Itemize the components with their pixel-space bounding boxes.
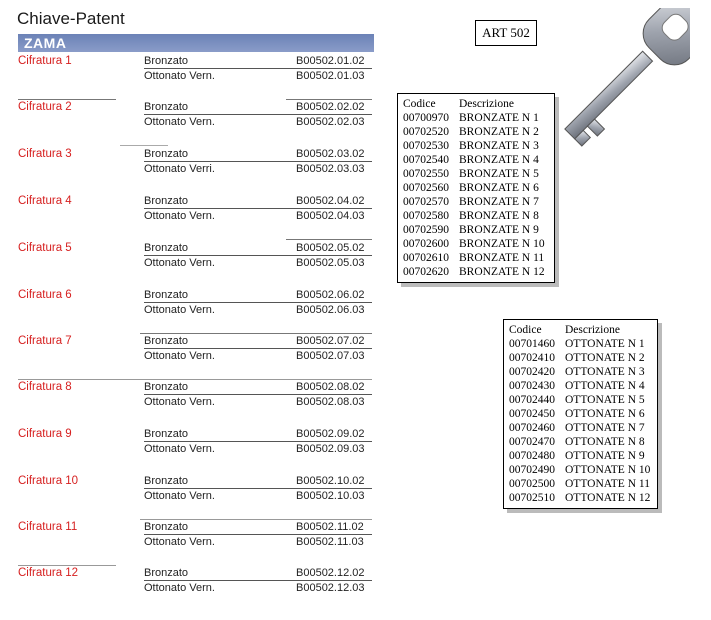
table-row (509, 435, 652, 449)
variant-code: B00502.08.02 (296, 381, 365, 393)
cell-descrizione: OTTONATE N 1 (565, 338, 645, 350)
variant-label: Bronzato (144, 475, 189, 487)
variant-label: Ottonato Vern. (144, 304, 215, 316)
cell-descrizione: BRONZATE N 7 (459, 196, 539, 208)
cell-descrizione: BRONZATE N 12 (459, 266, 545, 278)
cell-descrizione: BRONZATE N 6 (459, 182, 539, 194)
cifratura-label: Cifratura 5 (18, 242, 72, 254)
table-row (403, 209, 549, 223)
table-row (509, 393, 652, 407)
table-row (509, 449, 652, 463)
cifratura-group (0, 567, 380, 611)
variant-label: Bronzato (144, 195, 189, 207)
cell-codice: 00702480 (509, 450, 555, 462)
variant-code: B00502.02.03 (296, 116, 365, 128)
cifratura-group (0, 101, 380, 145)
table-row (509, 365, 652, 379)
cell-descrizione: OTTONATE N 4 (565, 380, 645, 392)
cell-codice: 00702470 (509, 436, 555, 448)
cifratura-label: Cifratura 8 (18, 381, 72, 393)
variant-label: Bronzato (144, 148, 189, 160)
divider (144, 208, 372, 209)
table-row (403, 139, 549, 153)
divider (144, 255, 372, 256)
cell-codice: 00702570 (403, 196, 449, 208)
cifratura-group (0, 148, 380, 192)
cell-descrizione: OTTONATE N 10 (565, 464, 651, 476)
cifratura-group (0, 195, 380, 239)
cell-codice: 00702460 (509, 422, 555, 434)
cell-descrizione: BRONZATE N 2 (459, 126, 539, 138)
variant-code: B00502.05.03 (296, 257, 365, 269)
cell-codice: 00702420 (509, 366, 555, 378)
cifratura-group (0, 475, 380, 519)
divider (140, 519, 372, 520)
cell-descrizione: OTTONATE N 9 (565, 450, 645, 462)
cell-descrizione: OTTONATE N 6 (565, 408, 645, 420)
divider (144, 488, 372, 489)
cell-codice: 00702430 (509, 380, 555, 392)
cell-descrizione: BRONZATE N 1 (459, 112, 539, 124)
cell-codice: 00702500 (509, 478, 555, 490)
table-row (403, 237, 549, 251)
cell-codice: 00702520 (403, 126, 449, 138)
cifratura-label: Cifratura 9 (18, 428, 72, 440)
divider (144, 441, 372, 442)
divider (144, 114, 372, 115)
variant-label: Bronzato (144, 55, 189, 67)
cell-descrizione: OTTONATE N 8 (565, 436, 645, 448)
table-row (403, 111, 549, 125)
variant-code: B00502.03.03 (296, 163, 365, 175)
variant-label: Ottonato Vern. (144, 536, 215, 548)
variant-label: Ottonato Verri. (144, 163, 215, 175)
table-row (403, 181, 549, 195)
variant-label: Bronzato (144, 381, 189, 393)
cell-descrizione: OTTONATE N 11 (565, 478, 650, 490)
cifratura-group (0, 55, 380, 99)
variant-code: B00502.08.03 (296, 396, 365, 408)
cell-codice: 00702410 (509, 352, 555, 364)
cell-descrizione: BRONZATE N 9 (459, 224, 539, 236)
variant-label: Bronzato (144, 428, 189, 440)
cell-codice: 00702620 (403, 266, 449, 278)
cell-descrizione: OTTONATE N 3 (565, 366, 645, 378)
variant-label: Ottonato Vern. (144, 210, 215, 222)
divider (144, 394, 372, 395)
variant-label: Bronzato (144, 521, 189, 533)
table-row (403, 223, 549, 237)
divider (144, 161, 372, 162)
variant-code: B00502.10.03 (296, 490, 365, 502)
variant-code: B00502.09.03 (296, 443, 365, 455)
page-title: Chiave-Patent (17, 9, 125, 28)
cell-codice: 00702440 (509, 394, 555, 406)
cell-codice: 00702530 (403, 140, 449, 152)
divider (144, 302, 372, 303)
variant-code: B00502.06.02 (296, 289, 365, 301)
cell-descrizione: OTTONATE N 7 (565, 422, 645, 434)
divider (18, 99, 116, 100)
cell-codice: 00702450 (509, 408, 555, 420)
table-row (509, 379, 652, 393)
cell-codice: 00702510 (509, 492, 555, 504)
variant-label: Ottonato Vern. (144, 490, 215, 502)
table-row (403, 251, 549, 265)
table-row (509, 337, 652, 351)
divider (286, 99, 372, 100)
variant-label: Bronzato (144, 101, 189, 113)
key-icon (550, 8, 690, 168)
divider (144, 534, 372, 535)
cifratura-label: Cifratura 6 (18, 289, 72, 301)
variant-code: B00502.05.02 (296, 242, 365, 254)
cell-descrizione: BRONZATE N 10 (459, 238, 545, 250)
header-codice: Codice (403, 98, 436, 110)
article-box: ART 502 (475, 20, 537, 46)
cell-codice: 00702560 (403, 182, 449, 194)
cell-codice: 00701460 (509, 338, 555, 350)
variant-code: B00502.09.02 (296, 428, 365, 440)
variant-code: B00502.11.02 (296, 521, 364, 533)
table-row (403, 153, 549, 167)
cell-descrizione: BRONZATE N 4 (459, 154, 539, 166)
cifratura-label: Cifratura 12 (18, 567, 79, 579)
cell-codice: 00702610 (403, 252, 449, 264)
cell-descrizione: OTTONATE N 5 (565, 394, 645, 406)
cifratura-label: Cifratura 4 (18, 195, 72, 207)
header-descrizione: Descrizione (459, 98, 514, 110)
table-header (403, 97, 549, 111)
cifratura-label: Cifratura 11 (18, 521, 78, 533)
ottonate-table (503, 319, 658, 509)
cell-codice: 00702540 (403, 154, 449, 166)
cifratura-group (0, 242, 380, 286)
variant-code: B00502.04.03 (296, 210, 365, 222)
section-bar (18, 34, 374, 52)
variant-code: B00502.01.03 (296, 70, 365, 82)
cifratura-group (0, 521, 380, 565)
table-row (509, 407, 652, 421)
variant-code: B00502.01.02 (296, 55, 365, 67)
divider (140, 333, 372, 334)
cifratura-group (0, 428, 380, 472)
cell-codice: 00702550 (403, 168, 449, 180)
variant-code: B00502.04.02 (296, 195, 365, 207)
variant-label: Ottonato Vern. (144, 70, 215, 82)
divider (144, 68, 372, 69)
table-row (509, 477, 652, 491)
table-row (509, 463, 652, 477)
table-row (403, 195, 549, 209)
cifratura-label: Cifratura 3 (18, 148, 72, 160)
cell-descrizione: BRONZATE N 8 (459, 210, 539, 222)
variant-code: B00502.07.03 (296, 350, 365, 362)
cell-descrizione: BRONZATE N 11 (459, 252, 545, 264)
cell-codice: 00700970 (403, 112, 449, 124)
variant-code: B00502.11.03 (296, 536, 364, 548)
cell-descrizione: OTTONATE N 12 (565, 492, 651, 504)
divider (18, 379, 372, 380)
variant-code: B00502.12.02 (296, 567, 365, 579)
variant-label: Bronzato (144, 335, 189, 347)
cell-codice: 00702580 (403, 210, 449, 222)
cell-codice: 00702490 (509, 464, 555, 476)
cifratura-group (0, 335, 380, 379)
variant-label: Ottonato Vern. (144, 116, 215, 128)
variant-code: B00502.10.02 (296, 475, 365, 487)
cell-codice: 00702590 (403, 224, 449, 236)
table-row (509, 491, 652, 505)
cifratura-label: Cifratura 10 (18, 475, 79, 487)
divider (144, 580, 372, 581)
variant-label: Ottonato Vern. (144, 396, 215, 408)
cell-descrizione: OTTONATE N 2 (565, 352, 645, 364)
table-row (403, 125, 549, 139)
divider (286, 239, 372, 240)
cifratura-group (0, 381, 380, 425)
variant-code: B00502.07.02 (296, 335, 365, 347)
divider (144, 348, 372, 349)
section-title: ZAMA (24, 35, 67, 51)
cifratura-group (0, 289, 380, 333)
cifratura-label: Cifratura 1 (18, 55, 72, 67)
table-row (403, 265, 549, 279)
cifratura-label: Cifratura 7 (18, 335, 72, 347)
header-descrizione: Descrizione (565, 324, 620, 336)
variant-label: Bronzato (144, 567, 189, 579)
divider (120, 145, 168, 146)
header-codice: Codice (509, 324, 542, 336)
variant-label: Ottonato Vern. (144, 443, 215, 455)
divider (18, 565, 116, 566)
cifratura-label: Cifratura 2 (18, 101, 72, 113)
cell-descrizione: BRONZATE N 5 (459, 168, 539, 180)
variant-label: Ottonato Vern. (144, 257, 215, 269)
variant-label: Ottonato Vern. (144, 582, 215, 594)
table-header (509, 323, 652, 337)
variant-code: B00502.03.02 (296, 148, 365, 160)
variant-code: B00502.12.03 (296, 582, 365, 594)
cell-codice: 00702600 (403, 238, 449, 250)
bronzate-table (397, 93, 555, 283)
variant-label: Ottonato Vern. (144, 350, 215, 362)
table-row (509, 351, 652, 365)
variant-code: B00502.02.02 (296, 101, 365, 113)
variant-label: Bronzato (144, 289, 189, 301)
table-row (509, 421, 652, 435)
cell-descrizione: BRONZATE N 3 (459, 140, 539, 152)
variant-code: B00502.06.03 (296, 304, 365, 316)
table-row (403, 167, 549, 181)
variant-label: Bronzato (144, 242, 189, 254)
